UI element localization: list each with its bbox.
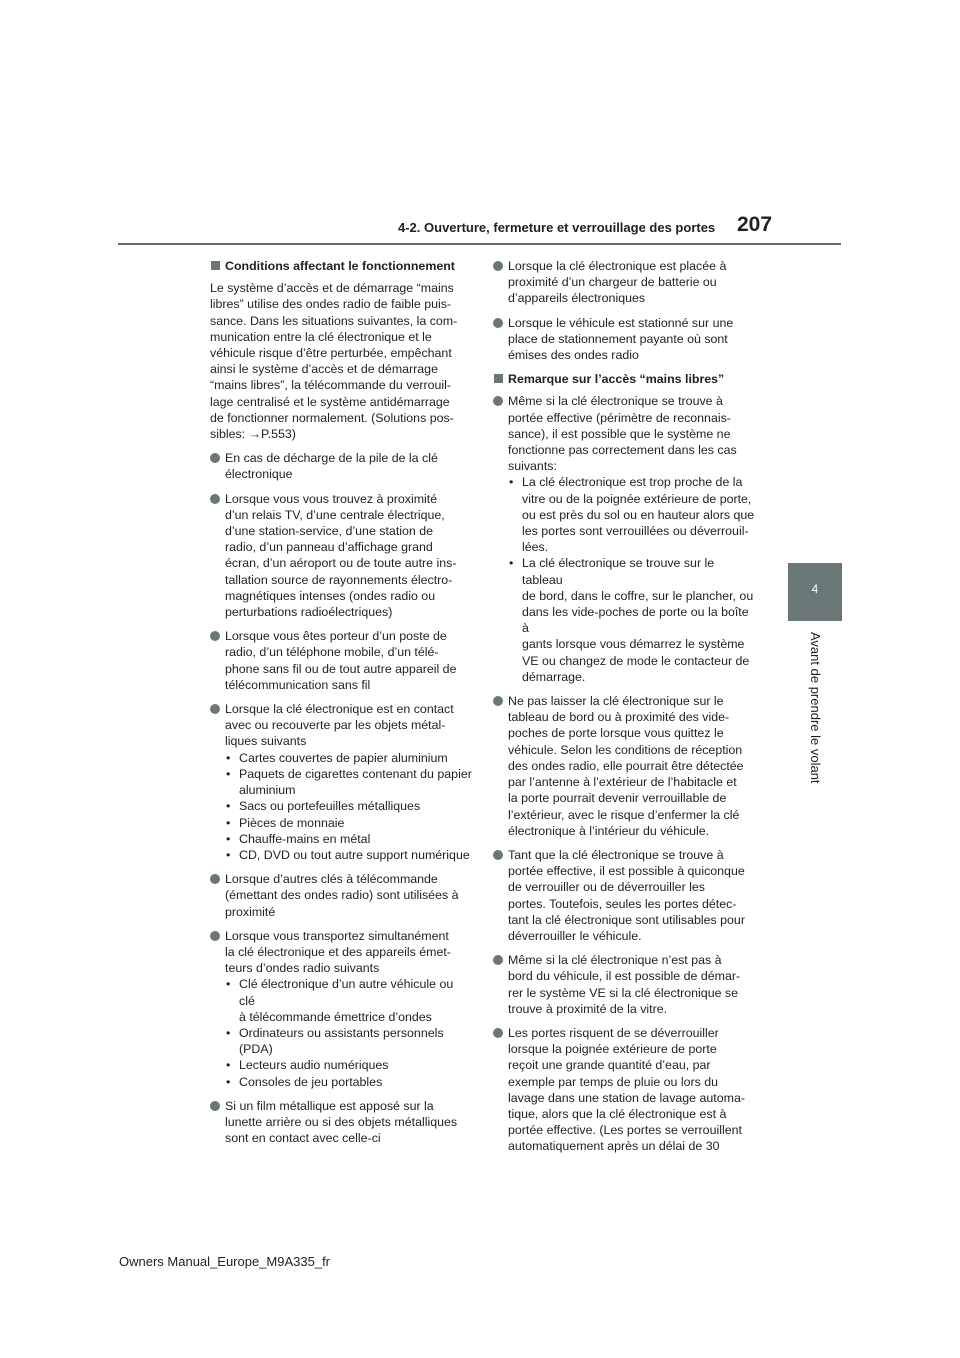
text-line: des ondes radio, elle pourrait être détectée <box>508 758 744 773</box>
text-line: Chauffe-mains en métal <box>239 831 371 846</box>
text-line: CD, DVD ou tout autre support numérique <box>239 847 470 862</box>
section-heading-text: Remarque sur l’accès “mains libres” <box>508 372 725 387</box>
square-bullet-icon <box>211 261 220 270</box>
round-bullet-icon <box>210 494 220 504</box>
text-line: Paquets de cigarettes contenant du papier <box>239 766 472 781</box>
text-line: “mains libres”, la télécommande du verrouil- <box>210 378 452 393</box>
text-line: place de stationnement payante où sont <box>508 331 728 346</box>
bullet-text <box>508 393 757 474</box>
text-line: poches de porte lorsque vous quittez le <box>508 726 724 741</box>
text-line: Ne pas laisser la clé électronique sur le <box>508 694 724 709</box>
sub-item-text <box>239 750 472 766</box>
text-line: les portes sont verrouillées ou déverrouil- <box>522 524 749 539</box>
text-line: véhicule. Selon les conditions de réception <box>508 742 743 757</box>
text-line: télécommunication sans fil <box>225 677 371 692</box>
text-line: La clé électronique est trop proche de la <box>522 475 743 490</box>
text-line: Lecteurs audio numériques <box>239 1058 389 1073</box>
bullet-item <box>210 491 472 621</box>
text-line: portée effective, il est possible à quiconque <box>508 864 745 879</box>
round-bullet-icon <box>210 453 220 463</box>
sub-item <box>508 474 757 555</box>
text-line: Consoles de jeu portables <box>239 1074 383 1089</box>
chapter-title: 4-2. Ouverture, fermeture et verrouillage des portes <box>398 220 716 235</box>
text-line: Tant que la clé électronique se trouve à <box>508 847 724 862</box>
sub-item <box>225 831 472 847</box>
text-line: proximité <box>225 904 276 919</box>
bullet-text <box>225 1098 472 1147</box>
section-heading <box>210 258 472 274</box>
sub-bullet-marker: • <box>226 750 231 765</box>
round-bullet-icon <box>210 1101 220 1111</box>
sub-bullet-marker: • <box>226 815 231 830</box>
sub-item-text <box>239 1074 472 1090</box>
text-line: tableau de bord ou à proximité des vide- <box>508 710 730 725</box>
text-line: de bord, dans le coffre, sur le plancher, ou <box>522 588 754 603</box>
text-line: libres” utilise des ondes radio de faible puis- <box>210 297 452 312</box>
sub-item-text <box>239 766 472 798</box>
text-line: dans les vide-poches de porte ou la boîte à <box>522 605 749 636</box>
text-line: perturbations radioélectriques) <box>225 605 393 620</box>
square-bullet-icon <box>494 374 503 383</box>
bullet-text <box>225 628 472 693</box>
text-line: automatiquement après un délai de 30 <box>508 1139 720 1154</box>
footer-document-id: Owners Manual_Europe_M9A335_fr <box>119 1254 331 1269</box>
bullet-item <box>210 450 472 482</box>
bullet-item <box>493 258 757 307</box>
section-heading <box>493 371 757 387</box>
text-line: Cartes couvertes de papier aluminium <box>239 750 448 765</box>
sub-item <box>225 976 472 1025</box>
text-line: la clé électronique et des appareils émet- <box>225 944 451 959</box>
sub-item-text <box>239 976 472 1025</box>
round-bullet-icon <box>493 696 503 706</box>
text-line: Ordinateurs ou assistants personnels <box>239 1025 444 1040</box>
header-rule <box>118 243 841 245</box>
bullet-item <box>493 315 757 364</box>
text-line: suivants: <box>508 459 557 474</box>
text-line: par l’antenne à l’extérieur de l’habitacle et <box>508 775 737 790</box>
text-line: vitre ou de la poignée extérieure de porte, <box>522 491 752 506</box>
text-line: électronique à l’intérieur du véhicule. <box>508 823 710 838</box>
bullet-item <box>210 701 472 863</box>
text-line: émises des ondes radio <box>508 348 639 363</box>
sub-item <box>225 798 472 814</box>
round-bullet-icon <box>493 396 503 406</box>
text-line: portes. Toutefois, seules les portes détec- <box>508 896 737 911</box>
bullet-text <box>225 871 472 920</box>
text-line: d’un relais TV, d’une centrale électrique, <box>225 507 445 522</box>
sub-item-text <box>522 474 757 555</box>
bullet-text <box>225 450 472 482</box>
sub-item <box>225 1025 472 1057</box>
round-bullet-icon <box>493 955 503 965</box>
text-line: lorsque la poignée extérieure de porte <box>508 1042 717 1057</box>
chapter-tab-number: 4 <box>811 582 819 596</box>
text-line: Lorsque d’autres clés à télécommande <box>225 872 438 887</box>
text-line: magnétiques intenses (ondes radio ou <box>225 588 436 603</box>
bullet-item <box>493 952 757 1017</box>
chapter-tab <box>788 563 842 621</box>
sub-bullet-marker: • <box>226 831 231 846</box>
sub-bullet-marker: • <box>226 1058 231 1073</box>
round-bullet-icon <box>210 631 220 641</box>
text-line: démarrage. <box>522 669 586 684</box>
sub-item-text <box>239 1025 472 1057</box>
text-line: Lorsque la clé électronique est placée à <box>508 259 727 273</box>
bullet-text <box>508 1025 757 1155</box>
text-line: radio, d’un panneau d’affichage grand <box>225 540 433 555</box>
text-line: d’une station-service, d’une station de <box>225 524 434 539</box>
text-line: gants lorsque vous démarrez le système <box>522 637 745 652</box>
bullet-text <box>508 258 757 307</box>
intro-paragraph <box>210 280 472 442</box>
text-line: l’extérieur, avec le risque d’enfermer la clé <box>508 807 740 822</box>
text-line: bord du véhicule, il est possible de démar- <box>508 969 741 984</box>
bullet-item <box>210 1098 472 1147</box>
text-line: Lorsque vous vous trouvez à proximité <box>225 491 438 506</box>
text-line: Lorsque le véhicule est stationné sur une <box>508 315 734 330</box>
bullet-text <box>225 928 472 977</box>
text-line: tant la clé électronique sont utilisables pour <box>508 912 745 927</box>
text-line: radio, d’un téléphone mobile, d’un télé- <box>225 645 439 660</box>
sub-item-text <box>522 555 757 685</box>
sub-item <box>225 1074 472 1090</box>
text-line: La clé électronique se trouve sur le tableau <box>522 556 715 587</box>
sub-bullet-marker: • <box>226 799 231 814</box>
bullet-text <box>225 491 472 621</box>
text-line: avec ou recouverte par les objets métal- <box>225 718 446 733</box>
sub-item <box>508 555 757 685</box>
sub-item-text <box>239 1057 472 1073</box>
sub-item <box>225 815 472 831</box>
text-line: ou est près du sol ou en hauteur alors que <box>522 507 755 522</box>
text-line: munication entre la clé électronique et le <box>210 329 432 344</box>
text-line: phone sans fil ou de tout autre appareil de <box>225 661 457 676</box>
round-bullet-icon <box>493 1028 503 1038</box>
text-line: (PDA) <box>239 1042 273 1057</box>
bullet-item <box>210 871 472 920</box>
sub-bullet-marker: • <box>226 1025 231 1040</box>
text-line: reçoit une grande quantité d’eau, par <box>508 1058 711 1073</box>
left-column <box>210 258 472 1154</box>
bullet-text <box>225 701 472 750</box>
round-bullet-icon <box>210 874 220 884</box>
sub-bullet-marker: • <box>226 977 231 992</box>
sub-item <box>225 847 472 863</box>
text-line: Lorsque vous transportez simultanément <box>225 928 449 943</box>
round-bullet-icon <box>210 931 220 941</box>
right-column <box>493 258 757 1163</box>
text-line: Lorsque vous êtes porteur d’un poste de <box>225 629 447 644</box>
text-line: En cas de décharge de la pile de la clé <box>225 451 438 466</box>
text-line: sance. Dans les situations suivantes, la com- <box>210 313 458 328</box>
round-bullet-icon <box>210 704 220 714</box>
sub-item <box>225 1057 472 1073</box>
text-line: lavage dans une station de lavage automa- <box>508 1090 745 1105</box>
bullet-item <box>493 393 757 685</box>
sub-item-text <box>239 798 472 814</box>
sub-bullet-marker: • <box>509 475 514 490</box>
bullet-item <box>493 1025 757 1155</box>
text-line: écran, d’un aéroport ou de toute autre ins- <box>225 556 457 571</box>
text-line: Les portes risquent de se déverrouiller <box>508 1025 719 1040</box>
chapter-tab-label: Avant de prendre le volant <box>808 632 823 784</box>
text-line: Même si la clé électronique n’est pas à <box>508 953 722 968</box>
text-line: Clé électronique d’un autre véhicule ou clé <box>239 977 454 1008</box>
text-line: aluminium <box>239 783 296 798</box>
text-line: d’appareils électroniques <box>508 291 646 306</box>
bullet-item <box>493 847 757 944</box>
text-line: ainsi le système d’accès et de démarrage <box>210 362 438 377</box>
page-number: 207 <box>737 213 773 236</box>
text-line: sance), il est possible que le système ne <box>508 426 731 441</box>
text-line: la porte pourrait devenir verrouillable de <box>508 791 727 806</box>
text-line: exemple par temps de pluie ou lors du <box>508 1074 719 1089</box>
sub-bullet-marker: • <box>226 1074 231 1089</box>
text-line: tallation source de rayonnements électro- <box>225 572 453 587</box>
text-line: tique, alors que la clé électronique est à <box>508 1106 727 1121</box>
text-line: de fonctionner normalement. (Solutions pos- <box>210 410 454 425</box>
text-line: Le système d’accès et de démarrage “mains <box>210 281 454 296</box>
text-line: à télécommande émettrice d’ondes <box>239 1009 432 1024</box>
round-bullet-icon <box>493 261 503 271</box>
sub-item <box>225 766 472 798</box>
bullet-item <box>210 928 472 1090</box>
text-line: VE ou changez de mode le contacteur de <box>522 653 750 668</box>
text-line: Pièces de monnaie <box>239 815 345 830</box>
text-line: électronique <box>225 467 293 482</box>
text-line: trouve à proximité de la vitre. <box>508 1001 668 1016</box>
text-line: sibles: →P.553) <box>210 427 296 442</box>
text-line: Même si la clé électronique se trouve à <box>508 394 723 409</box>
text-line: déverrouiller le véhicule. <box>508 928 642 943</box>
sub-item-text <box>239 831 472 847</box>
round-bullet-icon <box>493 318 503 328</box>
text-line: lage centralisé et le système antidémarrage <box>210 394 450 409</box>
text-line: liques suivants <box>225 734 307 749</box>
sub-bullet-marker: • <box>509 556 514 571</box>
bullet-text <box>508 847 757 944</box>
text-line: fonctionne pas correctement dans les cas <box>508 443 737 458</box>
text-line: portée effective. (Les portes se verrouillent <box>508 1123 742 1138</box>
text-line: lunette arrière ou si des objets métalliques <box>225 1114 458 1129</box>
sub-item <box>225 750 472 766</box>
text-line: teurs d’ondes radio suivants <box>225 961 380 976</box>
text-line: portée effective (périmètre de reconnais- <box>508 410 731 425</box>
bullet-text <box>508 693 757 839</box>
text-line: lées. <box>522 540 549 555</box>
bullet-text <box>508 315 757 364</box>
text-line: Lorsque la clé électronique est en contact <box>225 702 454 717</box>
text-line: de verrouiller ou de déverrouiller les <box>508 880 705 895</box>
text-line: rer le système VE si la clé électronique se <box>508 985 739 1000</box>
sub-item-text <box>239 847 472 863</box>
text-line: (émettant des ondes radio) sont utilisées à <box>225 888 459 903</box>
bullet-text <box>508 952 757 1017</box>
round-bullet-icon <box>493 850 503 860</box>
sub-item-text <box>239 815 472 831</box>
text-line: Sacs ou portefeuilles métalliques <box>239 799 421 814</box>
text-line: sont en contact avec celle-ci <box>225 1131 381 1146</box>
text-line: Si un film métallique est apposé sur la <box>225 1098 434 1113</box>
text-line: proximité d’un chargeur de batterie ou <box>508 275 717 290</box>
sub-bullet-marker: • <box>226 847 231 862</box>
section-heading-text: Conditions affectant le fonctionnement <box>225 259 455 273</box>
text-line: véhicule risque d’être perturbée, empêchant <box>210 346 452 361</box>
sub-bullet-marker: • <box>226 766 231 781</box>
bullet-item <box>493 693 757 839</box>
bullet-item <box>210 628 472 693</box>
